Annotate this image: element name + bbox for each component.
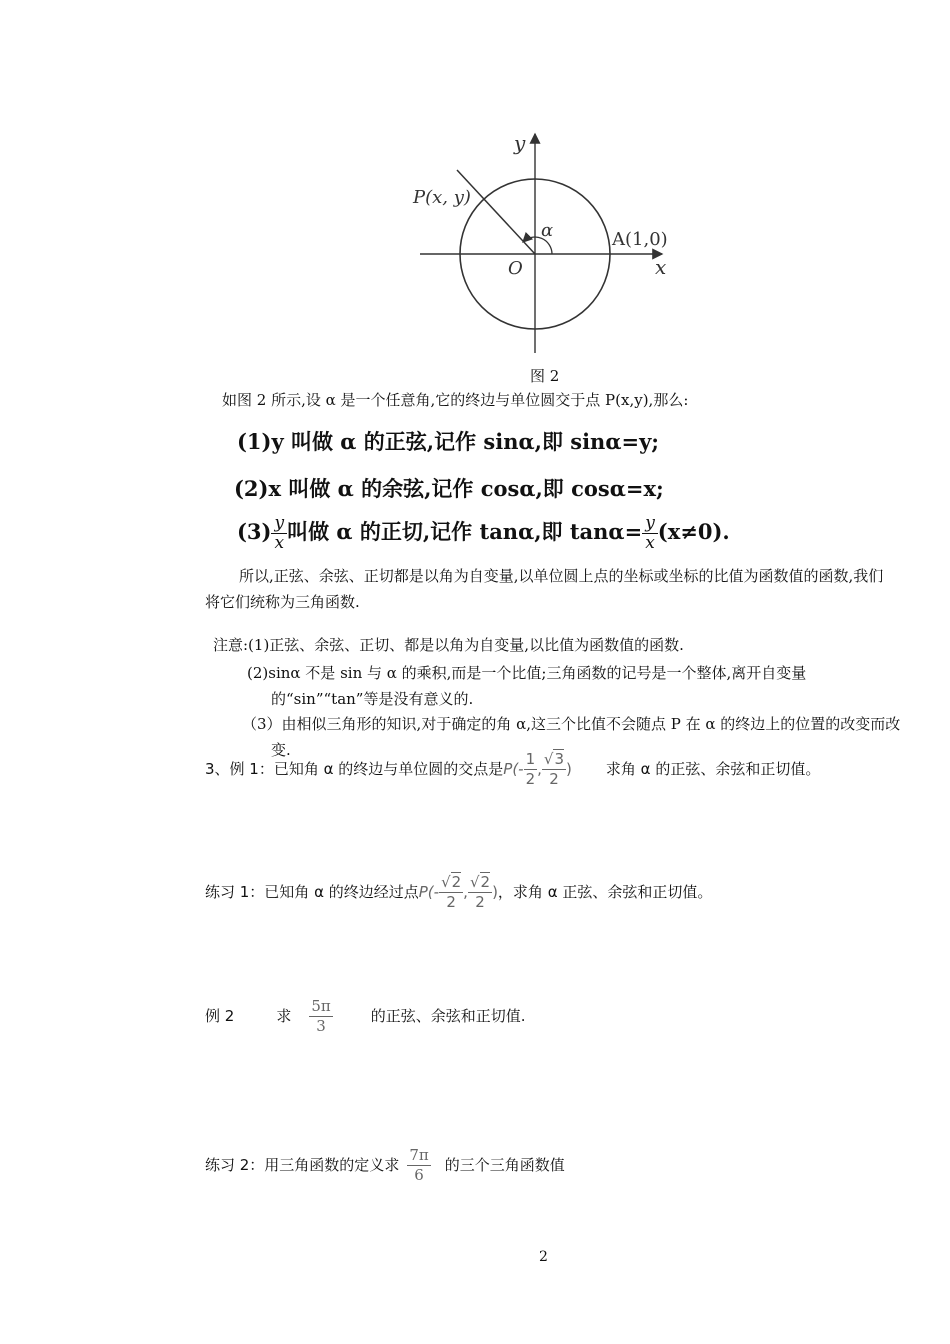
unit-circle-figure <box>400 128 700 358</box>
example-2-label: 例 2 <box>205 1007 235 1025</box>
seven-pi-over-six-fraction <box>407 1146 430 1185</box>
point-p-label: P(x, y) <box>413 187 471 208</box>
fraction-numerator: 1 <box>525 750 536 768</box>
fraction-numerator: y <box>642 514 658 534</box>
exercise-2 <box>205 1146 565 1185</box>
exercise-1-text: 练习 1：已知角 α 的终边经过点 <box>205 883 419 901</box>
fraction-denominator: 2 <box>446 893 456 911</box>
exercise-1-point-close: ) <box>492 883 498 901</box>
page-number: 2 <box>539 1249 548 1265</box>
y-over-x-fraction <box>271 514 287 553</box>
example-1-text: 3、例 1：已知角 α 的终边与单位圆的交点是 <box>205 760 504 778</box>
exercise-1-point-open: P(- <box>418 883 440 901</box>
summary-paragraph: 所以,正弦、余弦、正切都是以角为自变量,以单位圆上点的坐标或坐标的比值为函数值的函数,我们将它们统称为三角函数. <box>205 567 884 611</box>
radicand: 2 <box>480 873 491 891</box>
note-1: 注意:(1)正弦、余弦、正切、都是以角为自变量,以比值为函数值的函数. <box>213 636 684 654</box>
root3-over-2-fraction <box>542 750 566 789</box>
cosine-definition: (2)x 叫做 α 的余弦,记作 cosα,即 cosα=x; <box>234 476 664 501</box>
fraction-denominator: 2 <box>549 770 559 788</box>
fraction-denominator: x <box>274 533 285 553</box>
example-2-question: 的正弦、余弦和正切值. <box>370 1007 526 1025</box>
fraction-numerator: y <box>271 514 287 534</box>
example-1-point-open: P(- <box>503 760 524 778</box>
tangent-def-middle: 叫做 α 的正切,记作 tanα,即 tanα= <box>287 519 643 544</box>
comma: , <box>463 883 468 901</box>
y-over-x-fraction-2 <box>642 514 658 553</box>
five-pi-over-three-fraction <box>309 997 332 1036</box>
exercise-1 <box>205 873 712 912</box>
one-half-fraction <box>524 750 538 789</box>
radicand: 3 <box>554 750 565 768</box>
example-2-ask: 求 <box>276 1007 292 1025</box>
fraction-numerator: 7π <box>409 1146 429 1164</box>
sqrt-icon: √ <box>543 750 554 768</box>
fraction-denominator: x <box>645 533 655 553</box>
radicand: 2 <box>451 873 462 891</box>
sine-definition: (1)y 叫做 α 的正弦,记作 sinα,即 sinα=y; <box>237 429 660 454</box>
fraction-denominator: 2 <box>475 893 485 911</box>
example-1-point-close: ) <box>566 760 572 778</box>
exercise-2-question: 的三个三角函数值 <box>444 1156 565 1174</box>
x-axis-label: x <box>655 255 667 279</box>
intro-paragraph: 如图 2 所示,设 α 是一个任意角,它的终边与单位圆交于点 P(x,y),那么: <box>222 391 689 409</box>
fraction-denominator: 3 <box>316 1017 326 1035</box>
tangent-def-suffix: (x≠0). <box>657 519 730 544</box>
sqrt-icon: √ <box>441 873 451 891</box>
example-1-question: 求角 α 的正弦、余弦和正切值。 <box>605 760 821 778</box>
y-axis-label: y <box>514 131 526 155</box>
point-a-label: A(1,0) <box>612 229 668 250</box>
fraction-denominator: 2 <box>525 770 536 788</box>
origin-label: O <box>508 258 523 279</box>
note-3: （3）由相似三角形的知识,对于确定的角 α,这三个比值不会随点 P 在 α 的终边上的位置的改变而改变. <box>242 715 901 759</box>
root2-over-2-fraction-2 <box>468 873 492 912</box>
note-2: (2)sinα 不是 sin 与 α 的乘积,而是一个比值;三角函数的记号是一个整体,离开自变量的“sin”“tan”等是没有意义的. <box>247 664 807 708</box>
example-2 <box>205 997 526 1036</box>
root2-over-2-fraction <box>439 873 463 912</box>
tangent-def-prefix: (3) <box>237 519 272 544</box>
sqrt-icon: √ <box>469 873 480 891</box>
example-1 <box>205 750 820 789</box>
tangent-definition <box>237 514 730 553</box>
exercise-2-text: 练习 2：用三角函数的定义求 <box>205 1156 400 1174</box>
exercise-1-question: ，求角 α 正弦、余弦和正切值。 <box>497 883 713 901</box>
angle-label: α <box>541 220 554 241</box>
comma: , <box>537 760 542 778</box>
fraction-denominator: 6 <box>414 1166 424 1184</box>
fraction-numerator: 5π <box>311 997 331 1015</box>
figure-caption: 图 2 <box>530 367 560 385</box>
